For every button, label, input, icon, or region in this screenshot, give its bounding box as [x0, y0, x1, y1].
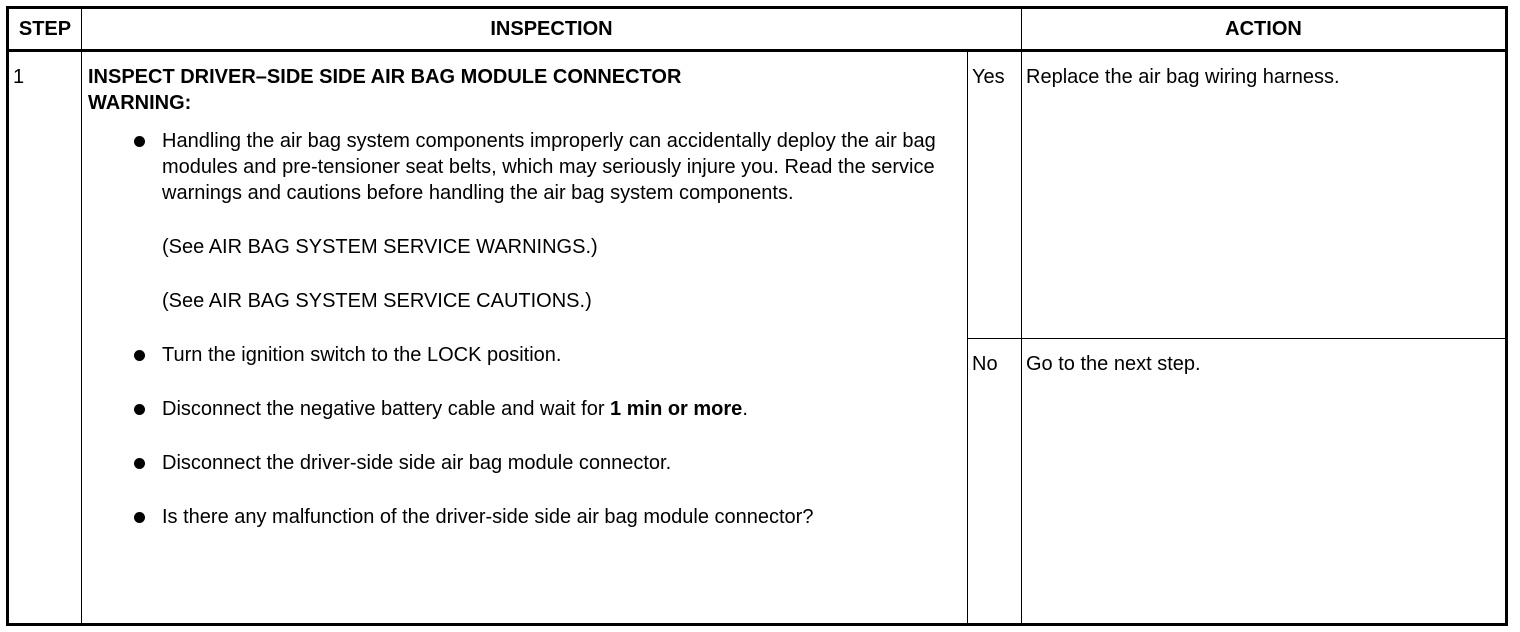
- header-inspection: INSPECTION: [82, 8, 1022, 51]
- bullet-battery-text: [162, 398, 748, 420]
- result-yes-label: Yes: [968, 51, 1022, 339]
- step-number: 1: [8, 51, 82, 625]
- inspection-title: INSPECT DRIVER–SIDE SIDE AIR BAG MODULE CONNECTOR: [88, 66, 682, 88]
- inspection-cell: [82, 51, 968, 625]
- list-item: [88, 342, 959, 368]
- list-item: [88, 450, 959, 476]
- result-no-label: No: [968, 339, 1022, 625]
- header-step: STEP: [8, 8, 82, 51]
- reference-cautions: (See AIR BAG SYSTEM SERVICE CAUTIONS.): [162, 290, 592, 312]
- table-row: [8, 51, 1507, 339]
- bullet-connector-text: Disconnect the driver-side side air bag module connector.: [162, 452, 672, 474]
- diagnostic-table: [6, 6, 1508, 626]
- bullet-ignition-text: Turn the ignition switch to the LOCK position.: [162, 344, 562, 366]
- bullet-battery-suffix: .: [742, 398, 748, 420]
- table-header-row: [8, 8, 1507, 51]
- list-item: [88, 396, 959, 422]
- bullet-battery-prefix: Disconnect the negative battery cable and wait for: [162, 398, 611, 420]
- list-item: [88, 504, 959, 530]
- diagnostic-procedure-sheet: [6, 6, 1508, 626]
- warning-text: Handling the air bag system components improperly can accidentally deploy the air bag modules and pre-tensioner seat belts, which may seriously injure you. Read the service warnings and cautions before handling the air bag system components.: [162, 130, 936, 204]
- reference-warnings: (See AIR BAG SYSTEM SERVICE WARNINGS.): [162, 236, 598, 258]
- bullet-icon: [134, 458, 145, 469]
- result-no-action: Go to the next step.: [1022, 339, 1507, 625]
- bullet-icon: [134, 136, 145, 147]
- bullet-question-text: Is there any malfunction of the driver-side side air bag module connector?: [162, 506, 814, 528]
- result-yes-action: Replace the air bag wiring harness.: [1022, 51, 1507, 339]
- bullet-battery-emphasis: 1 min or more: [610, 398, 743, 420]
- header-action: ACTION: [1022, 8, 1507, 51]
- bullet-icon: [134, 404, 145, 415]
- warning-label: WARNING:: [88, 92, 192, 114]
- bullet-icon: [134, 350, 145, 361]
- bullet-icon: [134, 512, 145, 523]
- list-item: [88, 128, 959, 206]
